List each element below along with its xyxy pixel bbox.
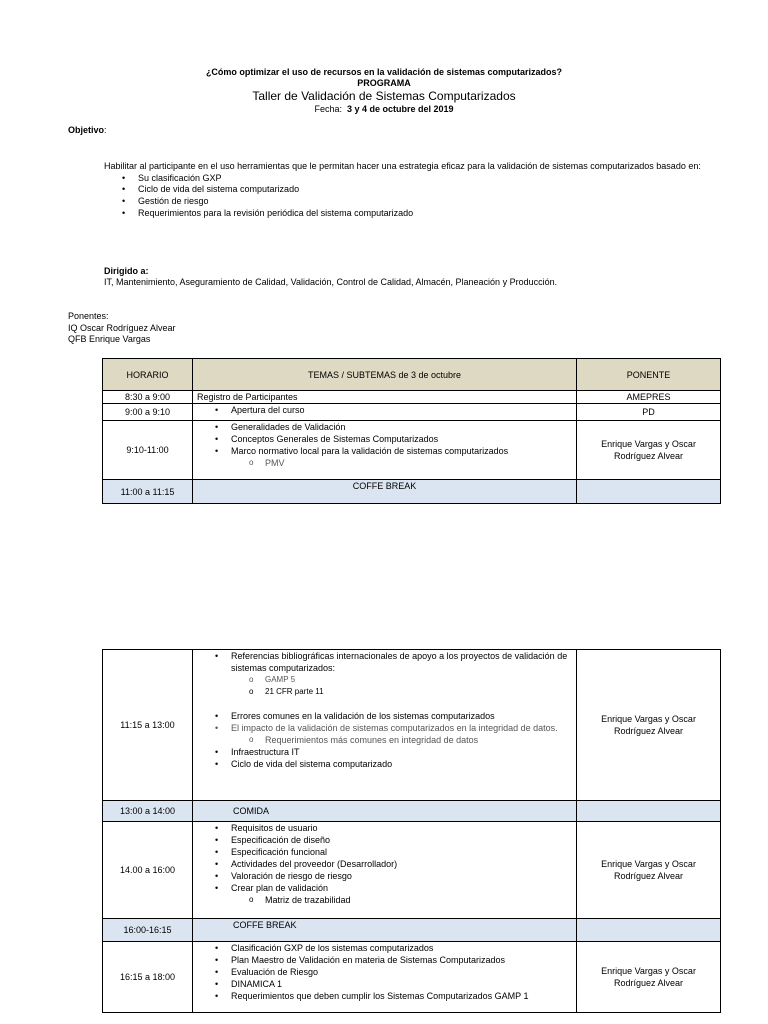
list-item: • Ciclo de vida del sistema computarizado (138, 184, 714, 196)
speaker-cell: Enrique Vargas y Oscar Rodríguez Alvear (577, 942, 721, 1013)
table-row (103, 650, 721, 801)
topic-cell (193, 650, 577, 801)
schedule-table-2 (102, 649, 721, 1013)
topic-cell: COMIDA (193, 801, 577, 822)
ponentes-section (68, 311, 176, 346)
table-row (103, 421, 721, 480)
list-item: • Ciclo de vida del sistema computarizado (231, 758, 572, 770)
topic-cell (193, 942, 577, 1013)
sub-list-item: o Matriz de trazabilidad (265, 894, 572, 906)
time-cell: 16:00-16:15 (103, 919, 193, 942)
programa-label: PROGRAMA (357, 78, 411, 88)
fecha-line (0, 104, 768, 116)
speaker-cell (577, 919, 721, 942)
list-item: • Su clasificación GXP (138, 173, 714, 185)
list-item: • DINAMICA 1 (231, 978, 572, 990)
table-row (103, 404, 721, 421)
fecha-value: 3 y 4 de octubre del 2019 (346, 104, 454, 114)
list-item: • Apertura del curso (231, 404, 572, 416)
table-header-row (103, 359, 721, 391)
speaker-cell (577, 801, 721, 822)
sub-list-item: o GAMP 5 (265, 674, 572, 686)
table-row (103, 391, 721, 404)
speaker-cell: Enrique Vargas y Oscar Rodríguez Alvear (577, 822, 721, 919)
list-item: • Requerimientos que deben cumplir los Sistemas Computarizados GAMP 1 (231, 990, 572, 1002)
topic-cell: COFFE BREAK (193, 480, 577, 504)
list-item: • Actividades del proveedor (Desarrollador) (231, 858, 572, 870)
list-item: • Crear plan de validación (231, 882, 572, 894)
speaker-cell: AMEPRES (577, 391, 721, 404)
list-item: • Gestión de riesgo (138, 196, 714, 208)
time-cell: 9:00 a 9:10 (103, 404, 193, 421)
ponentes-label: Ponentes: (68, 311, 109, 321)
document-question: ¿Cómo optimizar el uso de recursos en la validación de sistemas computarizados? (205, 67, 563, 77)
time-cell: 11:15 a 13:00 (103, 650, 193, 801)
table-row (103, 822, 721, 919)
list-item: • Referencias bibliográficas internacionales de apoyo a los proyectos de validación de sistemas computarizados: (231, 650, 572, 674)
sub-list-item: o 21 CFR parte 11 (265, 686, 572, 698)
topic-cell (193, 822, 577, 919)
speaker-cell: Enrique Vargas y Oscar Rodríguez Alvear (577, 421, 721, 480)
list-item: • Especificación funcional (231, 846, 572, 858)
list-item: • Plan Maestro de Validación en materia de Sistemas Computarizados (231, 954, 572, 966)
list-item: • Clasificación GXP de los sistemas computarizados (231, 942, 572, 954)
time-cell: 16:15 a 18:00 (103, 942, 193, 1013)
list-item: • Valoración de riesgo de riesgo (231, 870, 572, 882)
time-cell: 8:30 a 9:00 (103, 391, 193, 404)
objetivo-text: Habilitar al participante en el uso herramientas que le permitan hacer una estrategia eficaz para la validación de sistemas computarizados basado en: (104, 161, 701, 171)
header-temas: TEMAS / SUBTEMAS de 3 de octubre (193, 359, 577, 391)
table-row (103, 942, 721, 1013)
table-row (103, 801, 721, 822)
objetivo-label: Objetivo (68, 125, 105, 135)
header-ponente: PONENTE (577, 359, 721, 391)
list-item: • Evaluación de Riesgo (231, 966, 572, 978)
list-item: • Marco normativo local para la validación de sistemas computarizados (231, 445, 572, 457)
list-item: • El impacto de la validación de sistemas computarizados en la integridad de datos. (231, 722, 572, 734)
objetivo-list (104, 173, 714, 220)
fecha-label: Fecha: (314, 104, 342, 114)
speaker-cell: Enrique Vargas y Oscar Rodríguez Alvear (577, 650, 721, 801)
objetivo-heading (68, 125, 107, 137)
list-item: • Infraestructura IT (231, 746, 572, 758)
list-item: • Requisitos de usuario (231, 822, 572, 834)
dirigido-text: IT, Mantenimiento, Aseguramiento de Calidad, Validación, Control de Calidad, Almacén, Planeación y Producción. (104, 277, 558, 287)
topic-cell: COFFE BREAK (193, 919, 577, 942)
time-cell: 13:00 a 14:00 (103, 801, 193, 822)
page-title: Taller de Validación de Sistemas Computarizados (252, 89, 516, 103)
list-item: • Generalidades de Validación (231, 421, 572, 433)
list-item: • Requerimientos para la revisión periódica del sistema computarizado (138, 208, 714, 220)
speaker-cell (577, 480, 721, 504)
sub-list-item: o PMV (265, 457, 572, 469)
speaker-cell: PD (577, 404, 721, 421)
list-item: • Especificación de diseño (231, 834, 572, 846)
topic-cell (193, 421, 577, 480)
schedule-table-1 (102, 358, 721, 504)
time-cell: 11:00 a 11:15 (103, 480, 193, 504)
table-row (103, 480, 721, 504)
table-row (103, 919, 721, 942)
ponente-name: QFB Enrique Vargas (68, 334, 151, 345)
objetivo-section (104, 161, 714, 219)
time-cell: 9:10-11:00 (103, 421, 193, 480)
header-horario: HORARIO (103, 359, 193, 391)
list-item: • Conceptos Generales de Sistemas Computarizados (231, 433, 572, 445)
list-item: • Errores comunes en la validación de los sistemas computarizados (231, 710, 572, 722)
objetivo-colon: : (104, 125, 107, 135)
topic-cell: Registro de Participantes (193, 391, 577, 404)
dirigido-label: Dirigido a: (104, 266, 149, 276)
sub-list-item: o Requerimientos más comunes en integridad de datos (265, 734, 572, 746)
topic-cell (193, 404, 577, 421)
time-cell: 14.00 a 16:00 (103, 822, 193, 919)
ponente-name: IQ Oscar Rodríguez Alvear (68, 322, 176, 333)
